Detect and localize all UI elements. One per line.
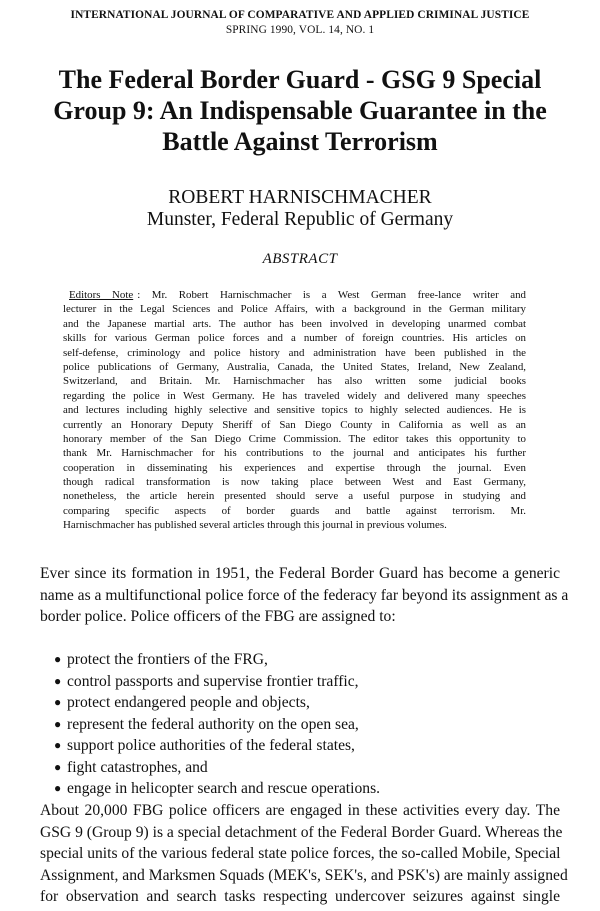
abstract-line: and the Japanese martial arts. The author has been involved in developing unarmed combat <box>63 317 526 330</box>
list-item-text: protect the frontiers of the FRG, <box>67 651 268 668</box>
abstract-line: and lectures including highly selective and sensitive topics to highly selected audiences. He is <box>63 404 526 417</box>
journal-name: INTERNATIONAL JOURNAL OF COMPARATIVE AND APPLIED CRIMINAL JUSTICE <box>70 9 530 21</box>
author-name: ROBERT HARNISCHMACHER <box>168 187 432 208</box>
list-item <box>54 778 554 800</box>
list-item-text: support police authorities of the federal states, <box>67 737 355 754</box>
paragraph-line: border police. Police officers of the FBG are assigned to: <box>40 608 396 625</box>
list-item-text: fight catastrophes, and <box>67 758 208 776</box>
bullet-icon: ● <box>54 673 62 688</box>
title-line: Battle Against Terrorism <box>162 127 438 156</box>
bullet-icon: ● <box>54 716 62 731</box>
title-line: Group 9: An Indispensable Guarantee in the <box>53 96 547 125</box>
abstract-line: self-defense, criminology and police history and administration have been published in the <box>63 346 526 359</box>
editors-note-label: Editors Note <box>69 289 134 301</box>
abstract-line: currently an Honorary Deputy Sheriff of San Diego County in California as well as an <box>63 418 526 431</box>
abstract-line: lecturer in the Legal Sciences and Police Affairs, with a background in the German military <box>63 303 526 316</box>
abstract-first-line-text: : Mr. Robert Harnischmacher is a West German free-lance writer and <box>137 289 526 301</box>
paragraph-line: About 20,000 FBG police officers are engaged in these activities every day. The <box>40 802 560 819</box>
title-line: The Federal Border Guard - GSG 9 Special <box>58 65 542 94</box>
list-item <box>54 692 554 714</box>
body-paragraph-2 <box>40 800 568 908</box>
paragraph-line: Assignment, and Marksmen Squads (MEK's, SEK's, and PSK's) are mainly assigned <box>40 866 568 884</box>
abstract-line <box>63 288 526 302</box>
list-item-text: represent the federal authority on the open sea, <box>67 715 359 733</box>
abstract-line: Switzerland, and Britain. Mr. Harnischmacher has also written some judicial books <box>63 375 526 388</box>
paragraph-line: name as a multifunctional police force of the federacy far beyond its assignment as a <box>40 586 569 604</box>
abstract-line: comparing specific aspects of border guards and battle against terrorism. Mr. <box>63 504 526 517</box>
list-item <box>54 671 554 693</box>
list-item <box>54 757 554 779</box>
abstract-line: cooperation in disseminating his experiences and expertise through the journal. Even <box>63 461 526 474</box>
list-item <box>54 649 554 671</box>
list-item <box>54 714 554 736</box>
abstract-line: police publications of Germany, Australia, Canada, the United States, Ireland, New Zealand, <box>63 360 526 373</box>
abstract-line: regarding the police in West Germany. He has traveled widely and delivered many speeches <box>63 389 526 402</box>
abstract-line: nonetheless, the article herein presented should serve a useful purpose in studying and <box>63 490 526 503</box>
abstract-line: though radical transformation is now taking place between West and East Germany, <box>63 476 526 489</box>
paragraph-line: Ever since its formation in 1951, the Federal Border Guard has become a generic <box>40 565 560 582</box>
journal-issue: SPRING 1990, VOL. 14, NO. 1 <box>225 24 375 36</box>
abstract-line: skills for various German police forces and a number of foreign countries. His articles on <box>63 332 526 345</box>
article-title <box>0 64 600 157</box>
list-item-text: protect endangered people and objects, <box>67 694 310 711</box>
abstract-line: Harnischmacher has published several articles through this journal in previous volumes. <box>63 519 447 532</box>
paragraph-line: special units of the various federal state police forces, the so-called Mobile, Special <box>40 845 561 862</box>
abstract-line: thank Mr. Harnischmacher for his contributions to the journal and anticipates his further <box>63 447 526 460</box>
paragraph-line: GSG 9 (Group 9) is a special detachment of the Federal Border Guard. Whereas the <box>40 823 563 841</box>
assignment-list <box>54 649 554 800</box>
paragraph-line: for observation and search tasks respecting undercover seizures against single <box>40 888 560 905</box>
bullet-icon: ● <box>54 652 62 666</box>
abstract-body <box>63 288 526 533</box>
bullet-icon: ● <box>54 759 62 774</box>
author-affiliation: Munster, Federal Republic of Germany <box>146 209 454 230</box>
list-item-text: control passports and supervise frontier traffic, <box>67 672 359 690</box>
bullet-icon: ● <box>54 738 62 752</box>
body-paragraph-1 <box>40 563 569 628</box>
bullet-icon: ● <box>54 695 62 709</box>
abstract-line: honorary member of the San Diego Crime Commission. The editor takes this opportunity to <box>63 432 526 445</box>
list-item-text: engage in helicopter search and rescue operations. <box>67 780 381 797</box>
bullet-icon: ● <box>54 781 62 795</box>
abstract-heading: ABSTRACT <box>262 251 338 267</box>
list-item <box>54 735 554 757</box>
